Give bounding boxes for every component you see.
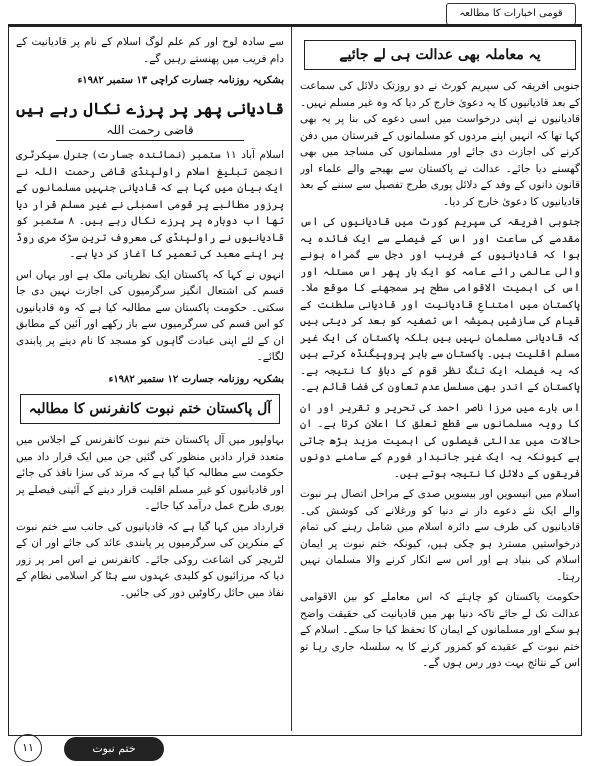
article2-paragraph: قرارداد میں کہا گیا ہے کہ قادیانیوں کی جانب سے ختم نبوت کے منکرین کی سرگرمیوں پر پابندی عائد کی جائے اور ان کے لٹریچر کی اشاعت روکی جائے۔ کانفرنس نے اس امر پر زور دیا کہ مرزائیوں کو کلیدی عہدوں سے ہٹا کر اسلامی نظام کے نفاذ میں حائل رکاوٹیں دور کی جائیں۔	[16, 520, 284, 599]
section-title-tab: قومی اخبارات کا مطالعہ	[446, 3, 576, 25]
article1-byline: قاضی رحمت اللہ	[106, 122, 194, 137]
right-paragraph: جنوبی افریقہ کی سپریم کورٹ نے دو روزتک دلائل کی سماعت کے بعد قادیانیوں کا یہ دعویٰ خارج کر دیا کہ وہ غیر مسلم نہیں۔ قادیانیوں نے اپنی درخواست میں اسی دعوے کی بنا پر یہ بھی کہا تھا کہ انہیں اپنے مردوں کو مسلمانوں کے قبرستان میں دفن کرنے کی اجازت دی جائے اور مسلمانوں کی مساجد میں بھی گھسنے دیا جائے۔ عدالت نے پاکستان سے بھیجے والے علماء اور قانون دانوں کے وفد کے دلائل پوری طرح تفصیل سے سننے کے بعد قادیانیوں کا دعویٰ خارج کر دیا۔	[300, 80, 580, 208]
page-number: ۱۱	[14, 734, 42, 762]
column-divider	[291, 27, 292, 731]
article2-paragraph: بہاولپور میں آل پاکستان ختم نبوت کانفرنس کے اجلاس میں متعدد قرار دادیں منظور کی گئیں جن میں ایک قرار داد میں حکومت سے مطالبہ کیا گیا ہے کہ مرتد کی سزا نافذ کی جائے اور قادیانیوں کو غیر مسلم اقلیت قرار دینے کے آئینی فیصلے پر پوری طرح عمل درآمد کیا جائے۔	[16, 434, 284, 512]
right-paragraph: اسلام میں انیسویں اور بیسویں صدی کے مراحل اتصال ہر نبوت والے ایک نئے دعوے دار نے دنیا کو ورغلانے کی کوشش کی۔ قادیانیوں کی طرف سے دائرہ اسلام میں شامل رہنے کی تمام درخواستیں مسترد ہو چکی ہیں، کیونکہ ختم نبوت پر ایمان اسلام کی بنیاد ہے اور اس سے انکار کرنے والا مسلمان نہیں رہتا۔	[300, 488, 580, 583]
publication-badge: ختم نبوت	[64, 737, 164, 761]
right-paragraph: جنوبی افریقہ کی سپریم کورٹ میں قادیانیوں کی اس مقدمے کی ساعت اور اس کے فیصلے سے ایک فائدہ یہ ہوا کہ قادیانیوں کے فریب اور دجل سے گمراہ ہونے والی عالمی رائے عامہ کو ایک بار پھر اس مسئلہ اور اس کی اہمیت الاقوامی سطح پر سمجھنے کا موقع ملا۔ پاکستان میں امتناعِ قادیانیت اور قادیانی سلطنت کے قیام کی سازشیں ہمیشہ اس تصفیہ کو بعد کر دیتی ہیں کہ قادیانی مسلمان نہیں ہیں بلکہ پاکستان کی ایک غیر مسلم اقلیت ہیں۔ پاکستان سے باہر پروپیگنڈہ کرتے ہیں کہ یہ فیصلہ ایک تنگ نظر قوم کے دباؤ کا نتیجہ ہے۔ پاکستان کے اندر بھی مسلسل عدم تعاون کی فضا قائم ہے۔	[300, 216, 580, 393]
intro-source: بشکریہ روزنامہ جسارت کراچی ۱۳ ستمبر ۱۹۸۲ء	[77, 75, 284, 86]
article1-source: بشکریہ روزنامہ جسارت ۱۲ ستمبر ۱۹۸۲ء	[108, 373, 284, 385]
byline-rule	[56, 140, 244, 141]
right-article-headline: یہ معاملہ بھی عدالت ہی لے جائیے	[304, 40, 576, 70]
left-column	[16, 34, 284, 728]
article1-headline: قادیانی پھر پر پرزے نکال رہے ہیں	[16, 98, 284, 118]
right-column	[300, 34, 580, 728]
right-paragraph: اس بارے میں مرزا ناصر احمد کی تحریر و تقریر اور ان کا رویہ مسلمانوں سے قطع تعلق کا اعلان کرتا ہے۔ ان حالات میں عدالتی فیصلوں کی اہمیت مزید بڑھ جاتی ہے کیونکہ یہ ایک غیر جانبدار فورم کے سامنے دونوں فریقوں کے دلائل کا نتیجہ ہوتے ہیں۔	[300, 401, 580, 480]
intro-text: سے سادہ لوح اور کم علم لوگ اسلام کے نام پر قادیانیت کے دام فریب میں پھنستے رہیں گے۔	[16, 36, 284, 65]
right-paragraph: حکومت پاکستان کو چاہئے کہ اس معاملے کو بین الاقوامی عدالت تک لے جائے تاکہ دنیا بھر میں قادیانیت کی حقیقت واضح ہو سکے اور مسلمانوں کے ایمان کا تحفظ کیا جا سکے۔ اسلام کے ختم نبوت کے عقیدے کو کمزور کرنے کا یہ سلسلہ جاری رہا تو اس کے نتائج بہت دور رس ہوں گے۔	[300, 591, 580, 669]
article2-headline: آل پاکستان ختم نبوت کانفرنس کا مطالبہ	[20, 394, 280, 424]
article1-paragraph: انہوں نے کہا کہ پاکستان ایک نظریاتی ملک ہے اور یہاں اس قسم کی اشتعال انگیز سرگرمیوں کی اجازت نہیں دی جا سکتی۔ حکومت پاکستان سے مطالبہ کیا ہے کہ وہ قادیانیوں کو اس قسم کی سرگرمیوں سے باز رکھے اور آئین کے مطابق ان کے لئے اپنی عبادت گاہوں کو مسجد کا نام دینے پر پابندی لگائے۔	[16, 268, 284, 363]
article1-paragraph: اسلام آباد ۱۱ ستمبر (نمائندہ جسارت) جنرل سیکرٹری انجمن تبلیغ اسلام راولپنڈی قاضی رحمت اللہ نے ایک بیان میں کہا ہے کہ قادیانی جنہیں مسلمانوں کے پرزور مطالبے پر قومی اسمبلی نے غیر مسلم قرار دیا تھا اب دوبارہ پر پرزے نکال رہے ہیں۔ ۸ ستمبر کو قادیانیوں نے راولپنڈی کی معروف ترین سڑک مری روڈ پر اپنے معبد کی تعمیر کا آغاز کر دیا ہے۔	[16, 149, 284, 260]
